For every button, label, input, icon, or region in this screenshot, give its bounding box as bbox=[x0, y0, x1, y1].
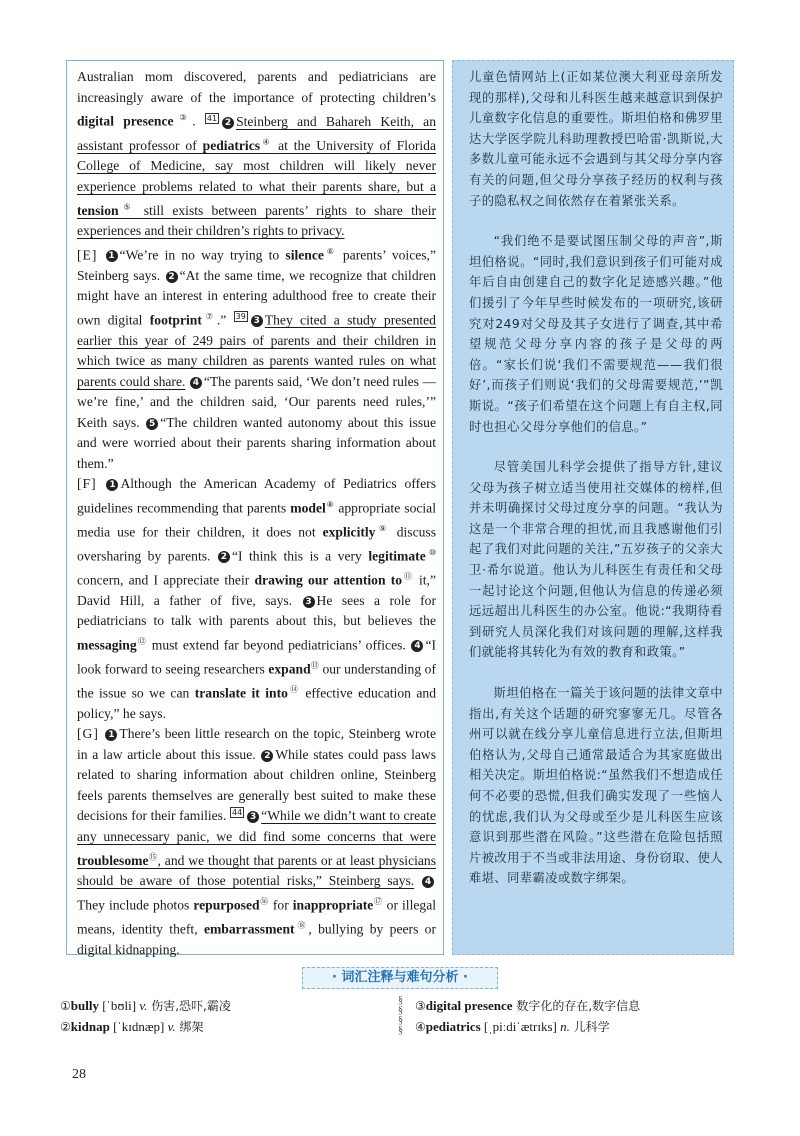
term-digital-presence: digital presence bbox=[77, 113, 174, 129]
paragraph-g: [G] 1 There’s been little research on the topic, Steinberg wrote in a law article about this issue. 2 While states could pass laws related to sharing information about children online, Steinberg feels parents themselves are generally best suited to make these decisions for their families. 44 3 “While we didn’t want to create any unnecessary panic, we did find some concerns that were troublesome⑮, and we thought that parents or at least physicians should be aware of those potential risks,” Steinberg says. 4 They include photos repurposed⑯ for inappropriate⑰ or illegal means, identity theft, embarrassment⑱, bullying by peers or digital kidnapping. bbox=[77, 726, 437, 957]
underlined-sentence: Steinberg and Bahareh Keith, an assistant professor of pediatrics④ at the University of Florida College of Medicine, say most children will likely never experience problems related to what their parents share, but a tension⑤ still exists between parents’ rights to share their experiences and their children’s rights to privacy. bbox=[77, 113, 437, 239]
translation-paragraph-2: “我们绝不是要试图压制父母的声音”,斯坦伯格说。“同时,我们意识到孩子们可能对成年后自由创建自己的数字化足迹感兴趣。”他们援引了今年早些时候发布的一项研究,该研究对249对父母及其子女进行了调查,其中希望规范父母分享内容的孩子是父母的两倍。“家长们说‘我们不需要规范——我们很好’,而孩子们则说‘我们的父母需要规范,’”凯斯说。“孩子们希望在这个问题上有自主权,同时也担心父母分享他们的信息。” bbox=[469, 234, 723, 434]
paragraph-f: [F] 1 Although the American Academy of Pediatrics offers guidelines recommending that parents model⑧ appropriate social media use for their children, it does not explicitly⑨ discuss oversharing by parents. 2 “I think this is a very legitimate⑩ concern, and I appreciate their drawing our attention to⑪ it,” David Hill, a father of five, says. 3 He sees a role for pediatricians to talk with parents about this, but believes the messaging⑫ must extend far beyond pediatricians’ offices. 4 “I look forward to seeing researchers expand⑬ our understanding of the issue so we can translate it into⑭ effective education and policy,” he says. bbox=[77, 476, 437, 721]
paragraph-label: [E] bbox=[77, 247, 105, 263]
vocab-item-4: ④pediatrics [ˌpiːdiˈætrɪks] n. 儿科学 bbox=[415, 1019, 610, 1034]
sentence-number: 2 bbox=[222, 117, 234, 129]
translation-paragraph-3: 尽管美国儿科学会提供了指导方针,建议父母为孩子树立适当使用社交媒体的榜样,但并未明确探讨父母过度分享的问题。“我认为这是一个非常合理的担忧,而且我感谢他们引起了我们对此问题的关注,”五岁孩子的父亲大卫·希尔说道。他认为儿科医生有责任和父母一起讨论这个问题,但他认为信息的传递必须远远超出儿科医生的办公室。他说:“我期待看到研究人员深化我们对该问题的理解,这样我们就能将其转化为有效的教育和政策。” bbox=[469, 460, 723, 660]
question-marker-44: 44 bbox=[231, 808, 243, 818]
vocab-section-title: · 词汇注释与难句分析 · bbox=[302, 967, 498, 989]
translation-paragraph-1: 儿童色情网站上(正如某位澳大利亚母亲所发现的那样),父母和儿科医生越来越意识到保护儿童数字化信息的重要性。斯坦伯格和佛罗里达大学医学院儿科助理教授巴哈雷·凯斯说,大多数儿童可能永远不会遇到与其父母分享内容有关的问题,但父母分享孩子经历的权利与孩子的隐私权之间依然存在着紧张关系。 bbox=[469, 70, 723, 208]
underlined-sentence: They cited a study presented earlier this year of 249 pairs of parents and their children in which twice as many children as parents wanted rules on what parents could share. bbox=[77, 312, 436, 389]
vocab-item-3: ③digital presence 数字化的存在,数字信息 bbox=[415, 998, 641, 1013]
paragraph-e: [E] 1 “We’re in no way trying to silence⑥ parents’ voices,” Steinberg says. 2 “At the same time, we recognize that children might have an interest in entering adulthood free to create their own digital footprint⑦.” 39 3 They cited a study presented earlier this year of 249 pairs of parents and their children in which twice as many children as parents wanted rules on what parents could share. 4 “The parents said, ‘We don’t need rules — we’re fine,’ and the children said, ‘Our parents need rules,’” Keith says. 5 “The children wanted autonomy about this issue and were worried about their parents sharing information about them.” bbox=[77, 246, 436, 471]
column-divider: § § § § bbox=[398, 995, 403, 1036]
english-passage bbox=[66, 60, 444, 955]
paragraph-d-continued: Australian mom discovered, parents and pediatricians are increasingly aware of the importance of protecting children’s digital presence③. 41 2 Steinberg and Bahareh Keith, an assistant professor of pediatrics④ at the University of Florida College of Medicine, say most children will likely never experience problems related to what their parents share, but a tension⑤ still exists between parents’ rights to share their experiences and their children’s rights to privacy. bbox=[77, 69, 437, 239]
question-marker-41: 41 bbox=[206, 113, 218, 123]
page-number: 28 bbox=[72, 1067, 86, 1082]
question-marker-39: 39 bbox=[235, 312, 246, 322]
translation-paragraph-4: 斯坦伯格在一篇关于该问题的法律文章中指出,有关这个话题的研究寥寥无几。尽管各州可以就在线分享儿童信息进行立法,但斯坦伯格认为,父母自己通常最适合为其家庭做出相关决定。斯坦伯格说:“虽然我们不想造成任何不必要的恐慌,但我们确实发现了一些恼人的忧虑,我们认为父母或至少是儿科医生应该意识到那些潜在风险。”这些潜在危险包括照片被改用于不当或非法用途、身份窃取、使人难堪、同辈霸凌或数字绑架。 bbox=[469, 686, 723, 886]
underlined-sentence: “While we didn’t want to create any unnecessary panic, we did find some concerns that were troublesome⑮, and we thought that parents or at least physicians should be aware of those potential risks,” Steinberg says. bbox=[77, 808, 437, 889]
chinese-translation bbox=[452, 60, 734, 955]
vocab-item-1: ①bully [ˈbʊli] v. 伤害,恐吓,霸凌 bbox=[60, 998, 231, 1013]
vocab-item-2: ②kidnap [ˈkɪdnæp] v. 绑架 bbox=[60, 1019, 204, 1034]
